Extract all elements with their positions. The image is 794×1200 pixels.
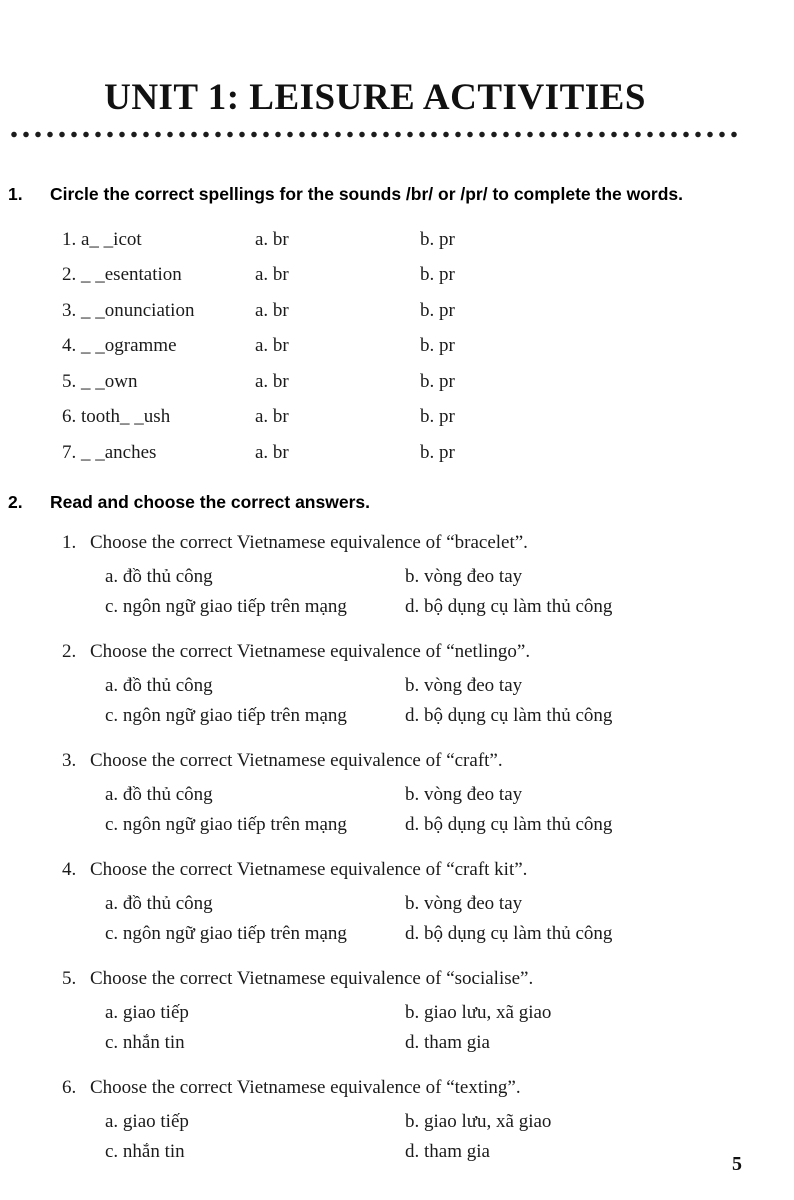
option-br: a. br bbox=[255, 264, 289, 286]
spelling-item bbox=[62, 257, 742, 293]
spelling-item bbox=[62, 222, 742, 258]
option-c: c. ngôn ngữ giao tiếp trên mạng bbox=[105, 705, 347, 727]
exercise-1-heading: Circle the correct spellings for the sounds /br/ or /pr/ to complete the words. bbox=[50, 184, 684, 204]
spelling-word: 2. _ _esentation bbox=[62, 264, 182, 286]
option-pr: b. pr bbox=[420, 406, 455, 428]
spelling-item bbox=[62, 399, 742, 435]
spelling-item bbox=[62, 328, 742, 364]
question-block bbox=[62, 530, 742, 619]
option-b: b. vòng đeo tay bbox=[405, 675, 523, 697]
option-d: d. bộ dụng cụ làm thủ công bbox=[405, 814, 613, 836]
page-title: UNIT 1: LEISURE ACTIVITIES bbox=[104, 77, 646, 118]
option-a: a. đồ thủ công bbox=[105, 566, 213, 588]
spelling-exercise-table bbox=[62, 222, 742, 471]
question-prompt: Choose the correct Vietnamese equivalence of “craft kit”. bbox=[90, 859, 528, 881]
option-b: b. vòng đeo tay bbox=[405, 566, 523, 588]
option-a: a. đồ thủ công bbox=[105, 675, 213, 697]
option-pr: b. pr bbox=[420, 370, 455, 392]
option-c: c. ngôn ngữ giao tiếp trên mạng bbox=[105, 596, 347, 618]
option-b: b. giao lưu, xã giao bbox=[405, 1111, 552, 1133]
exercise-1-header bbox=[8, 184, 742, 206]
option-d: d. bộ dụng cụ làm thủ công bbox=[405, 596, 613, 618]
spelling-word: 1. a_ _icot bbox=[62, 228, 142, 250]
option-br: a. br bbox=[255, 370, 289, 392]
question-prompt: Choose the correct Vietnamese equivalence of “bracelet”. bbox=[90, 532, 528, 554]
option-a: a. đồ thủ công bbox=[105, 893, 213, 915]
spelling-word: 5. _ _own bbox=[62, 370, 138, 392]
spelling-word: 6. tooth_ _ush bbox=[62, 406, 171, 428]
option-d: d. bộ dụng cụ làm thủ công bbox=[405, 705, 613, 727]
exercise-2-number: 2. bbox=[8, 492, 23, 513]
question-list bbox=[62, 530, 742, 1164]
question-block bbox=[62, 639, 742, 728]
option-b: b. vòng đeo tay bbox=[405, 784, 523, 806]
question-number: 3. bbox=[62, 750, 77, 772]
option-br: a. br bbox=[255, 335, 289, 357]
option-pr: b. pr bbox=[420, 228, 455, 250]
option-br: a. br bbox=[255, 406, 289, 428]
spelling-item bbox=[62, 293, 742, 329]
question-prompt: Choose the correct Vietnamese equivalence of “texting”. bbox=[90, 1077, 521, 1099]
option-c: c. nhắn tin bbox=[105, 1032, 185, 1054]
question-number: 1. bbox=[62, 532, 77, 554]
question-number: 2. bbox=[62, 641, 77, 663]
question-block bbox=[62, 1075, 742, 1164]
option-a: a. đồ thủ công bbox=[105, 784, 213, 806]
question-block bbox=[62, 748, 742, 837]
option-c: c. ngôn ngữ giao tiếp trên mạng bbox=[105, 923, 347, 945]
option-b: b. vòng đeo tay bbox=[405, 893, 523, 915]
option-pr: b. pr bbox=[420, 299, 455, 321]
spelling-word: 4. _ _ogramme bbox=[62, 335, 177, 357]
question-prompt: Choose the correct Vietnamese equivalence of “craft”. bbox=[90, 750, 503, 772]
question-block bbox=[62, 857, 742, 946]
spelling-item bbox=[62, 435, 742, 471]
option-pr: b. pr bbox=[420, 335, 455, 357]
option-pr: b. pr bbox=[420, 264, 455, 286]
spelling-item bbox=[62, 364, 742, 400]
option-br: a. br bbox=[255, 299, 289, 321]
question-number: 6. bbox=[62, 1077, 77, 1099]
exercise-1-number: 1. bbox=[8, 184, 23, 204]
spelling-word: 7. _ _anches bbox=[62, 441, 157, 463]
option-c: c. nhắn tin bbox=[105, 1141, 185, 1163]
question-number: 4. bbox=[62, 859, 77, 881]
option-b: b. giao lưu, xã giao bbox=[405, 1002, 552, 1024]
option-d: d. tham gia bbox=[405, 1141, 490, 1163]
option-d: d. bộ dụng cụ làm thủ công bbox=[405, 923, 613, 945]
exercise-2-heading: Read and choose the correct answers. bbox=[50, 492, 370, 513]
option-br: a. br bbox=[255, 441, 289, 463]
option-a: a. giao tiếp bbox=[105, 1111, 189, 1133]
option-a: a. giao tiếp bbox=[105, 1002, 189, 1024]
spelling-word: 3. _ _onunciation bbox=[62, 299, 195, 321]
option-c: c. ngôn ngữ giao tiếp trên mạng bbox=[105, 814, 347, 836]
question-prompt: Choose the correct Vietnamese equivalence of “socialise”. bbox=[90, 968, 534, 990]
page-number: 5 bbox=[732, 1153, 742, 1175]
question-number: 5. bbox=[62, 968, 77, 990]
option-pr: b. pr bbox=[420, 441, 455, 463]
question-prompt: Choose the correct Vietnamese equivalence of “netlingo”. bbox=[90, 641, 531, 663]
option-br: a. br bbox=[255, 228, 289, 250]
exercise-2-header bbox=[8, 492, 742, 514]
option-d: d. tham gia bbox=[405, 1032, 490, 1054]
question-block bbox=[62, 966, 742, 1055]
dotted-divider bbox=[8, 131, 742, 138]
